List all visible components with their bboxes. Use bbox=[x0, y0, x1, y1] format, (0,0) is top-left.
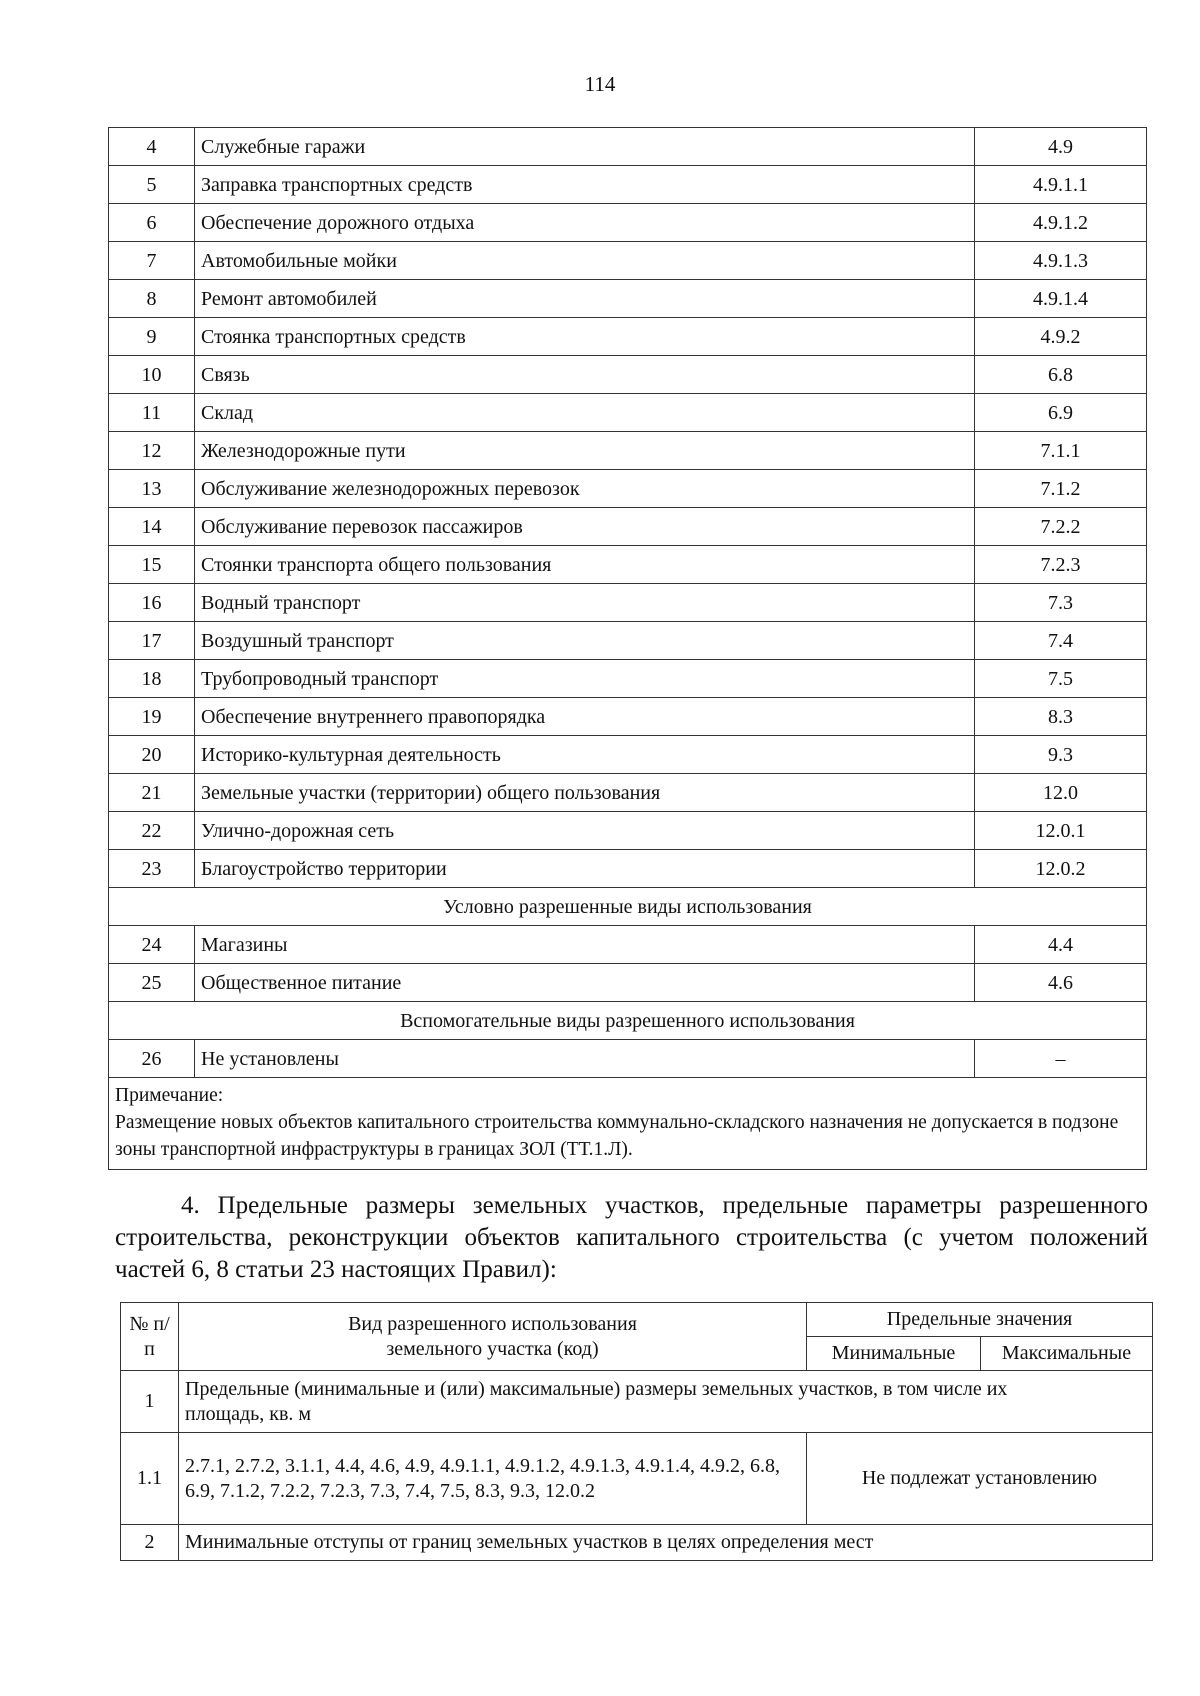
row-number: 15 bbox=[109, 546, 195, 584]
row-number: 22 bbox=[109, 812, 195, 850]
table-row bbox=[109, 698, 1147, 736]
table-row bbox=[109, 166, 1147, 204]
section-paragraph: 4. Предельные размеры земельных участков, предельные параметры разрешенного строительства, реконструкции объектов капитального строительства (с учетом положений частей 6, 8 статьи 23 настоящих Правил): bbox=[115, 1192, 1148, 1283]
row-name: Трубопроводный транспорт bbox=[195, 660, 975, 698]
row-name: Железнодорожные пути bbox=[195, 432, 975, 470]
row-name: Общественное питание bbox=[195, 964, 975, 1002]
row11-codes: 2.7.1, 2.7.2, 3.1.1, 4.4, 4.6, 4.9, 4.9.1.1, 4.9.1.2, 4.9.1.3, 4.9.1.4, 4.9.2, 6.8, 6.9, 7.1.2, 7.2.2, 7.2.3, 7.3, 7.4, 7.5, 8.3, 9.3, 12.0.2 bbox=[179, 1433, 807, 1525]
row-number: 6 bbox=[109, 204, 195, 242]
row-code: 4.9.2 bbox=[975, 318, 1147, 356]
row-name: Склад bbox=[195, 394, 975, 432]
table-row bbox=[109, 432, 1147, 470]
row-code: 4.9.1.1 bbox=[975, 166, 1147, 204]
row-name: Не установлены bbox=[195, 1040, 975, 1078]
row-number: 9 bbox=[109, 318, 195, 356]
row-name: Благоустройство территории bbox=[195, 850, 975, 888]
row-code: 12.0.2 bbox=[975, 850, 1147, 888]
row-name: Историко-культурная деятельность bbox=[195, 736, 975, 774]
row-name: Заправка транспортных средств bbox=[195, 166, 975, 204]
row-number: 26 bbox=[109, 1040, 195, 1078]
row-number: 8 bbox=[109, 280, 195, 318]
row-number: 4 bbox=[109, 128, 195, 166]
row-name: Обеспечение дорожного отдыха bbox=[195, 204, 975, 242]
note-cell bbox=[109, 1078, 1147, 1170]
row-code: 7.5 bbox=[975, 660, 1147, 698]
row-code: 4.4 bbox=[975, 926, 1147, 964]
row-name: Водный транспорт bbox=[195, 584, 975, 622]
row-name: Земельные участки (территории) общего пользования bbox=[195, 774, 975, 812]
row-code: 8.3 bbox=[975, 698, 1147, 736]
row-name: Служебные гаражи bbox=[195, 128, 975, 166]
page-number: 114 bbox=[584, 72, 616, 96]
header-num-text: № п/п bbox=[129, 1312, 170, 1360]
table-row bbox=[109, 470, 1147, 508]
row-name: Обеспечение внутреннего правопорядка bbox=[195, 698, 975, 736]
table-row bbox=[109, 242, 1147, 280]
section-auxiliary: Вспомогательные виды разрешенного использования bbox=[109, 1002, 1147, 1040]
row-name: Связь bbox=[195, 356, 975, 394]
row-name: Обслуживание перевозок пассажиров bbox=[195, 508, 975, 546]
permitted-uses-table bbox=[108, 127, 1147, 1170]
row-name: Улично-дорожная сеть bbox=[195, 812, 975, 850]
row2-num: 2 bbox=[121, 1525, 179, 1561]
row-number: 24 bbox=[109, 926, 195, 964]
table-row bbox=[109, 356, 1147, 394]
table-row bbox=[109, 812, 1147, 850]
table-row bbox=[109, 508, 1147, 546]
row-code: 6.8 bbox=[975, 356, 1147, 394]
row11-num: 1.1 bbox=[121, 1433, 179, 1525]
table-row bbox=[109, 622, 1147, 660]
table-row bbox=[109, 546, 1147, 584]
row-name: Стоянки транспорта общего пользования bbox=[195, 546, 975, 584]
note-row bbox=[109, 1078, 1147, 1170]
table-row bbox=[109, 394, 1147, 432]
row-code: 4.9.1.4 bbox=[975, 280, 1147, 318]
row-code: 9.3 bbox=[975, 736, 1147, 774]
header-limits: Предельные значения bbox=[807, 1303, 1153, 1337]
row-code: 12.0 bbox=[975, 774, 1147, 812]
table-row bbox=[109, 736, 1147, 774]
row-code: 12.0.1 bbox=[975, 812, 1147, 850]
table-row bbox=[109, 318, 1147, 356]
row-code: – bbox=[975, 1040, 1147, 1078]
row1-text: Предельные (минимальные и (или) максимальные) размеры земельных участков, в том числе их площадь, кв. м bbox=[179, 1371, 1153, 1433]
row-number: 5 bbox=[109, 166, 195, 204]
row-code: 7.2.2 bbox=[975, 508, 1147, 546]
table-row bbox=[109, 660, 1147, 698]
row-number: 13 bbox=[109, 470, 195, 508]
row-number: 21 bbox=[109, 774, 195, 812]
section-conditional: Условно разрешенные виды использования bbox=[109, 888, 1147, 926]
section-conditional-row bbox=[109, 888, 1147, 926]
table-row bbox=[109, 1040, 1147, 1078]
row-name: Ремонт автомобилей bbox=[195, 280, 975, 318]
row-code: 7.1.1 bbox=[975, 432, 1147, 470]
row-number: 11 bbox=[109, 394, 195, 432]
row1-num: 1 bbox=[121, 1371, 179, 1433]
section-auxiliary-row bbox=[109, 1002, 1147, 1040]
row-number: 16 bbox=[109, 584, 195, 622]
note-title: Примечание: bbox=[115, 1085, 224, 1106]
row-number: 19 bbox=[109, 698, 195, 736]
table-row bbox=[109, 850, 1147, 888]
row-number: 25 bbox=[109, 964, 195, 1002]
table-row bbox=[109, 926, 1147, 964]
row-code: 7.2.3 bbox=[975, 546, 1147, 584]
row-code: 4.9.1.2 bbox=[975, 204, 1147, 242]
header-type: Вид разрешенного использования земельного участка (код) bbox=[179, 1303, 807, 1371]
table-row bbox=[109, 584, 1147, 622]
header-num bbox=[121, 1303, 179, 1371]
row-number: 14 bbox=[109, 508, 195, 546]
note-text: Размещение новых объектов капитального строительства коммунально-складского назначения не допускается в подзоне зоны транспортной инфраструктуры в границах ЗОЛ (ТТ.1.Л). bbox=[115, 1112, 1119, 1160]
row-number: 23 bbox=[109, 850, 195, 888]
row-code: 4.9 bbox=[975, 128, 1147, 166]
table-row bbox=[109, 128, 1147, 166]
row11-value: Не подлежат установлению bbox=[807, 1433, 1153, 1525]
header-max: Максимальные bbox=[981, 1337, 1153, 1371]
row-name: Обслуживание железнодорожных перевозок bbox=[195, 470, 975, 508]
row-number: 7 bbox=[109, 242, 195, 280]
row-number: 10 bbox=[109, 356, 195, 394]
table-row bbox=[109, 280, 1147, 318]
table-row bbox=[109, 204, 1147, 242]
row-number: 18 bbox=[109, 660, 195, 698]
table-row bbox=[109, 774, 1147, 812]
limits-table bbox=[120, 1302, 1153, 1561]
row-number: 17 bbox=[109, 622, 195, 660]
row-name: Автомобильные мойки bbox=[195, 242, 975, 280]
row-code: 7.1.2 bbox=[975, 470, 1147, 508]
row-name: Стоянка транспортных средств bbox=[195, 318, 975, 356]
row-number: 20 bbox=[109, 736, 195, 774]
row-code: 4.9.1.3 bbox=[975, 242, 1147, 280]
row-code: 6.9 bbox=[975, 394, 1147, 432]
row-code: 4.6 bbox=[975, 964, 1147, 1002]
row2-text: Минимальные отступы от границ земельных участков в целях определения мест bbox=[179, 1525, 1153, 1561]
table-row bbox=[109, 964, 1147, 1002]
row-name: Воздушный транспорт bbox=[195, 622, 975, 660]
row-code: 7.3 bbox=[975, 584, 1147, 622]
row-code: 7.4 bbox=[975, 622, 1147, 660]
row-number: 12 bbox=[109, 432, 195, 470]
row-name: Магазины bbox=[195, 926, 975, 964]
header-min: Минимальные bbox=[807, 1337, 981, 1371]
